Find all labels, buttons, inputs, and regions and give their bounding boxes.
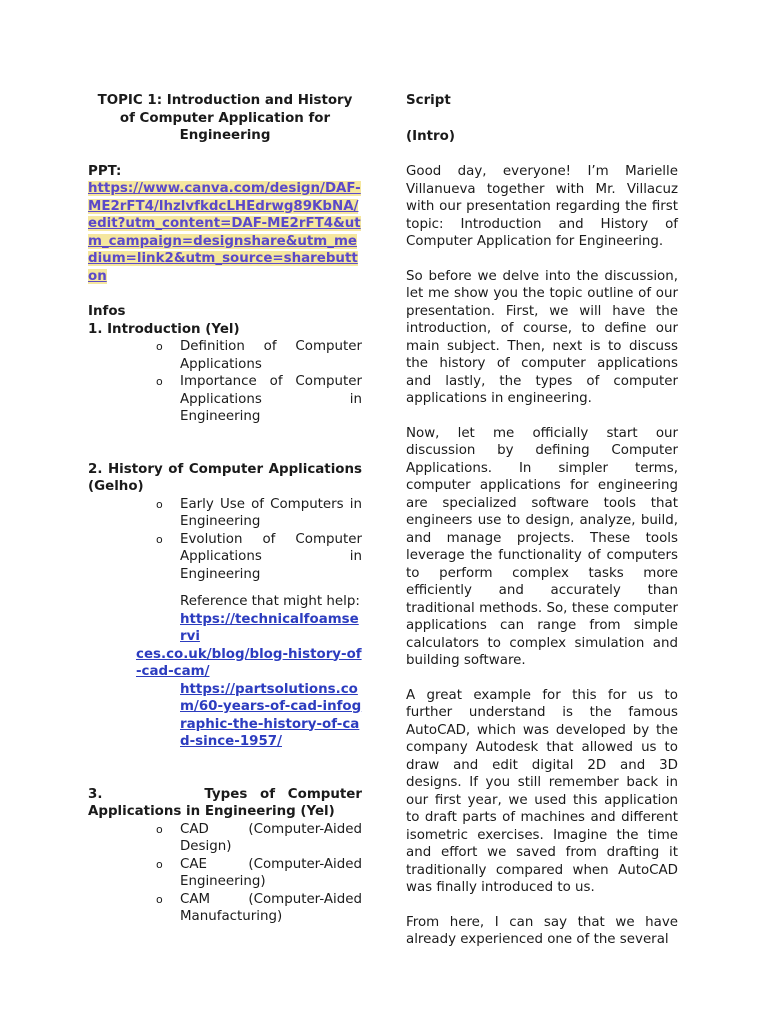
ppt-label: PPT: (88, 163, 122, 179)
reference-link-1a[interactable]: https://technicalfoamservi (180, 611, 359, 644)
list-item: o CAE (Computer-Aided Engineering) (156, 856, 362, 889)
reference-block (88, 593, 362, 751)
script-paragraph: From here, I can say that we have already experienced one of the several (406, 914, 678, 947)
script-paragraph: A great example for this for us to further understand is the famous AutoCAD, which was developed by the company Autodesk that allowed us to draw and edit digital 2D and 3D designs. If you still remember back in our first year, we used this application to draft parts of machines and different isometric exercises. Imagine the time and effort we saved from drafting it traditionally compared when AutoCAD was finally introduced to us. (406, 687, 678, 895)
reference-label: Reference that might help: (180, 594, 360, 609)
bullet-icon: o (156, 892, 163, 906)
ppt-link[interactable]: https://www.canva.com/design/DAF-ME2rFT4/lhzlvfkdcLHEdrwg89KbNA/edit?utm_content=DAF-ME2rFT4&utm_campaign=designshare&utm_medium=link2&utm_source=sharebutton (88, 181, 361, 284)
script-paragraph: So before we delve into the discussion, let me show you the topic outline of our presentation. First, we will have the introduction, of course, to define our main subject. Then, next is to discuss the history of computer applications and lastly, the types of computer applications in engineering. (406, 268, 678, 406)
list-item: o CAM (Computer-Aided Manufacturing) (156, 891, 362, 924)
right-column (406, 92, 678, 966)
section3-heading: 3. Types of Computer Applications in Engineering (Yel) (88, 786, 367, 819)
section1-heading: 1. Introduction (Yel) (88, 321, 240, 337)
section3-list (88, 821, 362, 926)
ppt-block (88, 163, 362, 286)
section1-list (88, 338, 362, 426)
script-paragraph: Good day, everyone! I’m Marielle Villanueva together with Mr. Villacuz with our presentation regarding the first topic: Introduction and History of Computer Application for Engineering. (406, 164, 678, 249)
reference-link-2[interactable]: https://partsolutions.com/60-years-of-cad-infographic-the-history-of-cad-since-1957/ (180, 681, 362, 749)
infos-block (88, 303, 362, 426)
section2-block (88, 461, 362, 751)
list-item: o Definition of Computer Applications (156, 339, 362, 372)
list-item: o Evolution of Computer Applications in Engineering (156, 531, 362, 582)
script-paragraph: Now, let me officially start our discussion by defining Computer Applications. In simpler terms, computer applications for engineering are specialized software tools that engineers use to design, analyze, build, and manage projects. These tools leverage the functionality of computers to perform complex tasks more efficiently and accurately than traditional methods. So, these computer applications can range from simple calculators to complex simulation and building software. (406, 425, 678, 668)
list-item: o Early Use of Computers in Engineering (156, 496, 362, 529)
topic-title: TOPIC 1: Introduction and History of Computer Application for Engineering (97, 93, 353, 143)
section2-list (88, 496, 362, 584)
section3-block (88, 786, 367, 926)
bullet-icon: o (156, 532, 163, 546)
reference-link-1b[interactable]: ces.co.uk/blog/blog-history-of-cad-cam/ (136, 646, 362, 679)
left-column (88, 92, 367, 926)
section2-heading: 2. History of Computer Applications (Gelho) (88, 461, 362, 494)
bullet-icon: o (156, 822, 163, 836)
bullet-icon: o (156, 375, 163, 388)
infos-label: Infos (88, 304, 126, 319)
list-item: o CAD (Computer-Aided Design) (156, 821, 362, 854)
bullet-icon: o (156, 497, 163, 511)
intro-label: (Intro) (406, 128, 455, 144)
bullet-icon: o (156, 340, 163, 353)
script-label: Script (406, 93, 451, 108)
bullet-icon: o (156, 857, 163, 871)
list-item: o Importance of Computer Applications in Engineering (156, 374, 362, 424)
